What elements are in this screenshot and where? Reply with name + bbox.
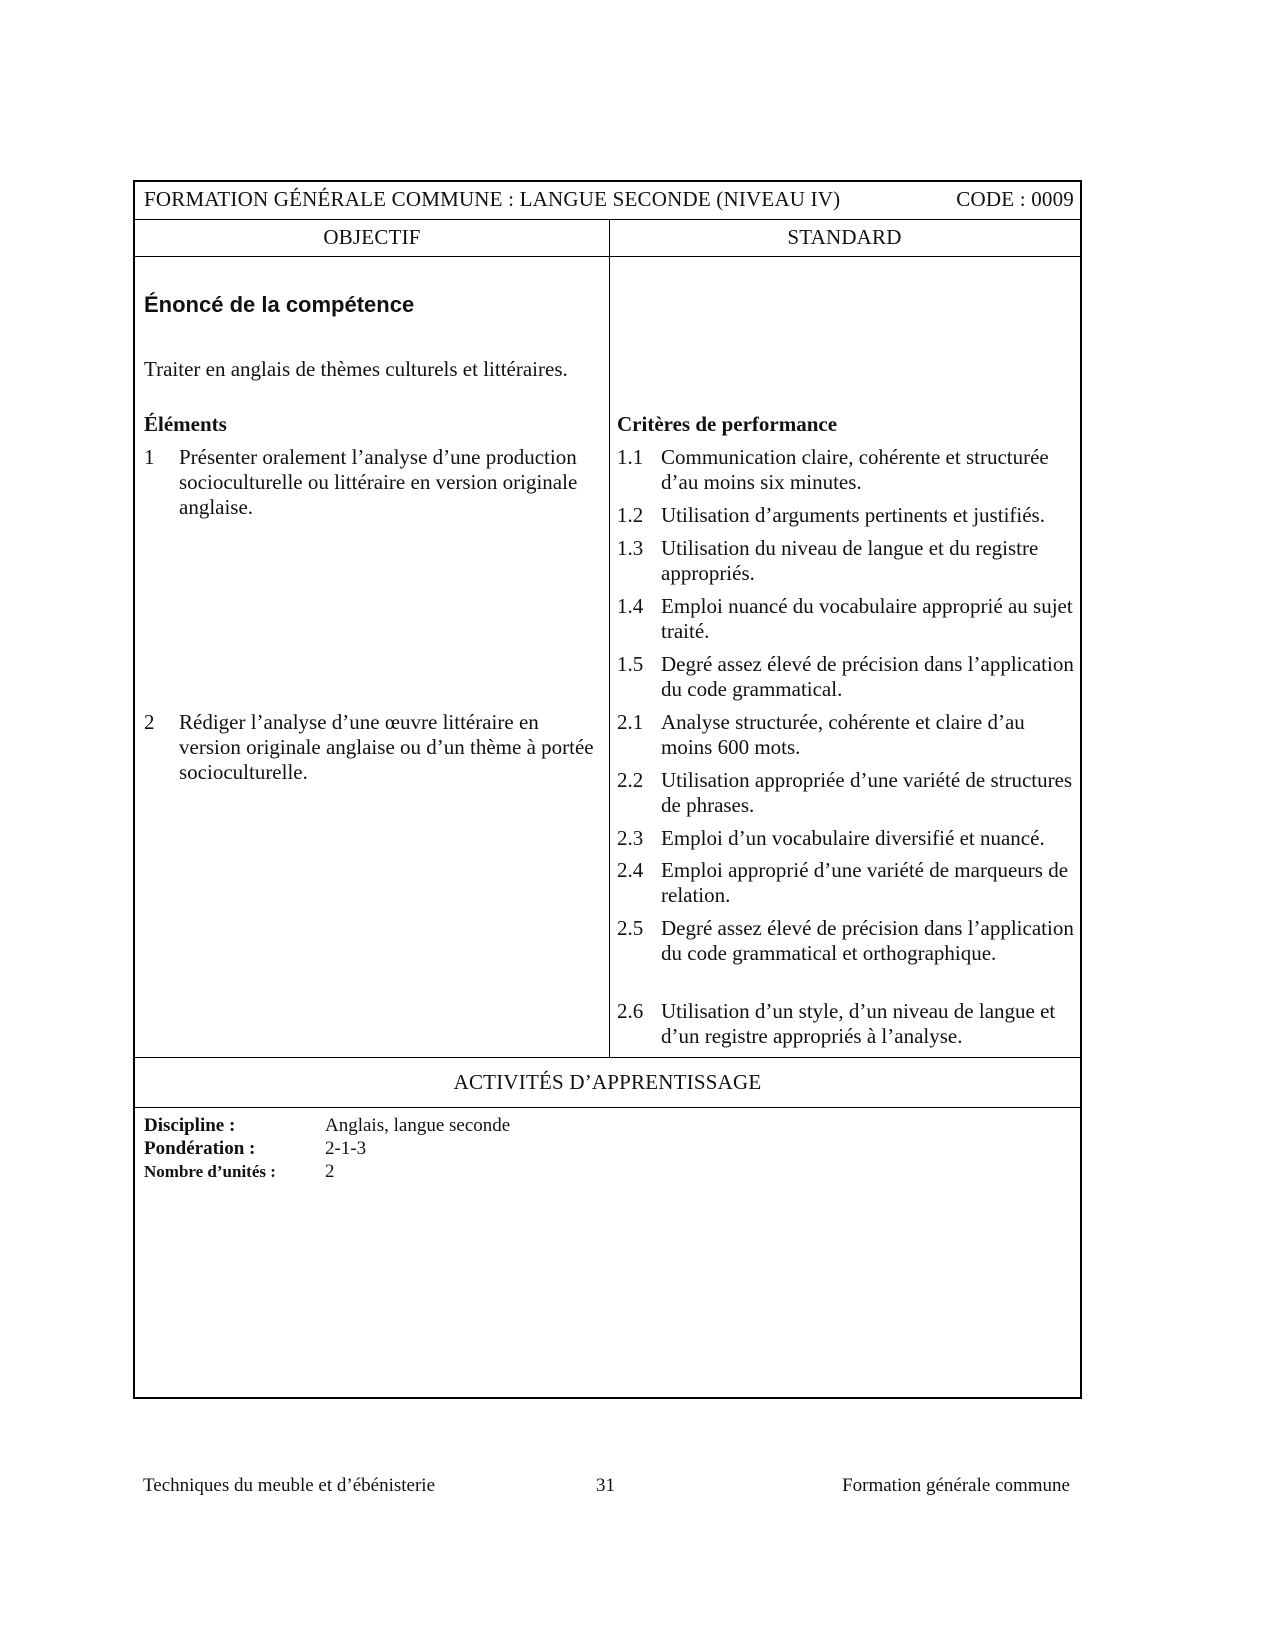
code-label: CODE : 0009 [956,187,1074,211]
criteria-heading: Critères de performance [617,412,838,436]
element-text: Rédiger l’analyse d’une œuvre littéraire en version originale anglaise ou d’un thème à portée socioculturelle. [179,710,594,784]
objectif-header: OBJECTIF [323,225,421,249]
criterion-number: 1.2 [617,503,644,527]
element-number: 1 [144,445,155,469]
criterion-number: 2.6 [617,999,644,1023]
criterion-item [617,710,1075,760]
elements-heading: Éléments [144,412,227,436]
standard-header: STANDARD [787,225,902,249]
criterion-item [617,594,1075,644]
criterion-number: 2.2 [617,768,644,792]
criterion-number: 1.5 [617,652,644,676]
criterion-number: 2.4 [617,858,644,882]
criterion-number: 1.3 [617,536,644,560]
criterion-number: 2.3 [617,826,644,850]
element-number: 2 [144,710,155,734]
element-item [144,710,599,785]
criterion-item [617,916,1075,966]
criterion-text: Degré assez élevé de précision dans l’application du code grammatical. [661,652,1074,701]
footer-right: Formation générale commune [842,1475,1070,1496]
criterion-item [617,652,1075,702]
criterion-item [617,768,1075,818]
criterion-text: Communication claire, cohérente et structurée d’au moins six minutes. [661,445,1049,494]
criterion-number: 2.5 [617,916,644,940]
competence-heading: Énoncé de la compétence [144,292,415,317]
competency-table [133,180,1082,1399]
criterion-text: Utilisation d’arguments pertinents et justifiés. [661,503,1045,527]
column-divider [609,219,610,1057]
units-value: 2 [325,1161,335,1182]
table-title: FORMATION GÉNÉRALE COMMUNE : LANGUE SECONDE (NIVEAU IV) [144,187,841,211]
divider [135,256,1080,257]
criterion-item [617,858,1075,908]
ponderation-label: Pondération : [144,1138,256,1159]
activities-info [144,1114,510,1183]
element-item [144,445,599,520]
ponderation-value: 2-1-3 [325,1138,367,1159]
criterion-text: Utilisation du niveau de langue et du registre appropriés. [661,536,1039,585]
criterion-number: 1.1 [617,445,644,469]
criterion-text: Degré assez élevé de précision dans l’application du code grammatical et orthographique. [661,916,1074,965]
divider [135,219,1080,220]
competence-text: Traiter en anglais de thèmes culturels et littéraires. [144,357,568,381]
criterion-text: Emploi approprié d’une variété de marqueurs de relation. [661,858,1069,907]
discipline-label: Discipline : [144,1115,236,1136]
criterion-item [617,536,1075,586]
element-text: Présenter oralement l’analyse d’une production socioculturelle ou littéraire en version originale anglaise. [179,445,578,519]
criterion-text: Analyse structurée, cohérente et claire d’au moins 600 mots. [661,710,1025,759]
criterion-item [617,826,1075,851]
divider [135,1107,1080,1108]
footer-left: Techniques du meuble et d’ébénisterie [143,1475,436,1496]
divider [135,1057,1080,1058]
criterion-text: Utilisation appropriée d’une variété de structures de phrases. [661,768,1073,817]
criterion-item [617,445,1075,495]
criterion-text: Emploi nuancé du vocabulaire approprié au sujet traité. [661,594,1073,643]
criterion-item [617,503,1075,528]
criterion-text: Utilisation d’un style, d’un niveau de langue et d’un registre appropriés à l’analyse. [661,999,1056,1048]
criterion-text: Emploi d’un vocabulaire diversifié et nuancé. [661,826,1045,850]
criterion-number: 2.1 [617,710,644,734]
units-label: Nombre d’unités : [144,1162,276,1181]
activities-heading: ACTIVITÉS D’APPRENTISSAGE [453,1070,762,1094]
discipline-value: Anglais, langue seconde [325,1115,511,1136]
criterion-number: 1.4 [617,594,644,618]
criterion-item [617,999,1075,1049]
page-number: 31 [596,1475,615,1496]
